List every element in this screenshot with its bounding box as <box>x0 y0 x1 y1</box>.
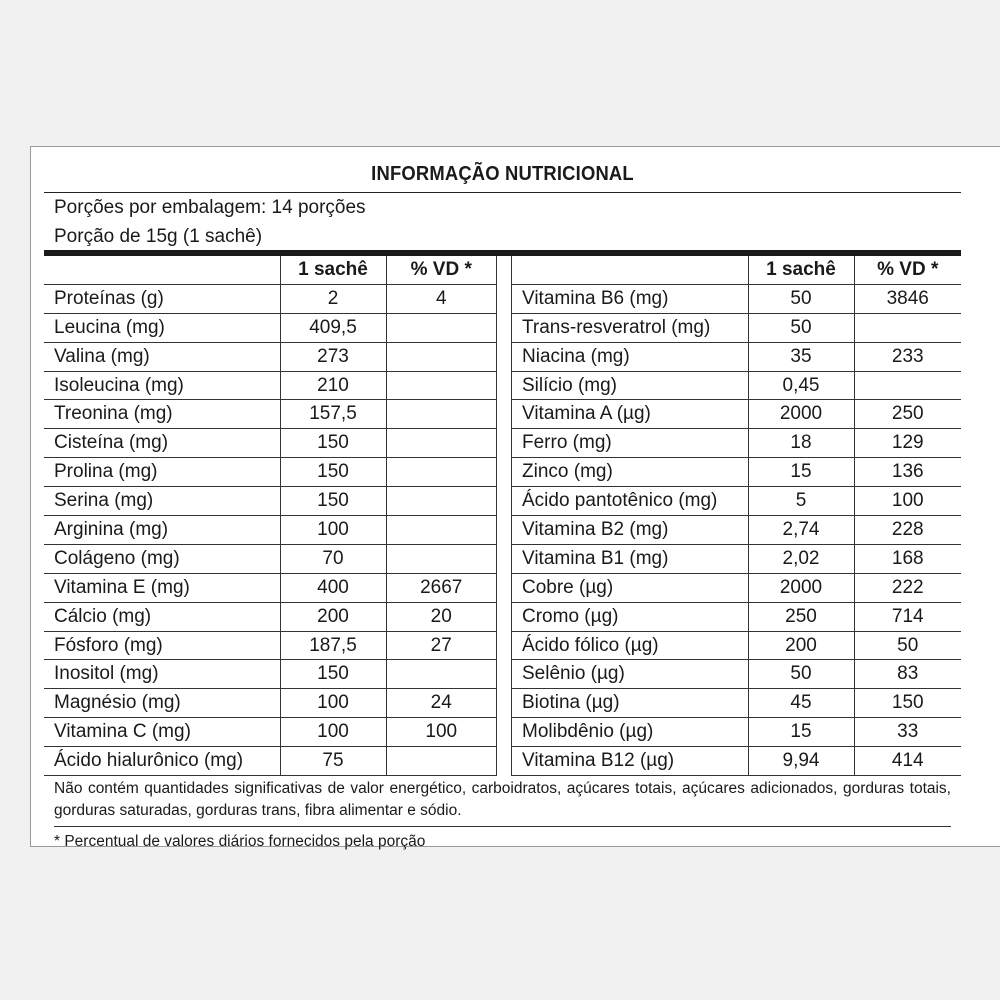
nutrient-dv: 100 <box>854 487 961 516</box>
nutrient-amount: 100 <box>280 718 386 747</box>
nutrient-name: Inositol (mg) <box>44 660 280 689</box>
nutrient-dv: 33 <box>854 718 961 747</box>
nutrient-name: Ácido hialurônico (mg) <box>44 747 280 776</box>
header-dv: % VD * <box>854 256 961 284</box>
table-row <box>512 371 961 400</box>
nutrient-amount: 100 <box>280 516 386 545</box>
nutrient-dv: 3846 <box>854 284 961 313</box>
table-row <box>44 284 496 313</box>
nutrient-dv: 20 <box>386 602 496 631</box>
table-column-gap <box>496 256 512 776</box>
nutrient-name: Leucina (mg) <box>44 313 280 342</box>
nutrient-name: Arginina (mg) <box>44 516 280 545</box>
nutrient-tables <box>44 256 961 776</box>
nutrient-amount: 150 <box>280 429 386 458</box>
nutrient-amount: 5 <box>748 487 854 516</box>
table-row <box>44 747 496 776</box>
nutrient-dv: 24 <box>386 689 496 718</box>
table-row <box>512 342 961 371</box>
nutrient-name: Trans-resveratrol (mg) <box>512 313 748 342</box>
header-amount: 1 sachê <box>280 256 386 284</box>
nutrient-dv: 714 <box>854 602 961 631</box>
nutrient-amount: 200 <box>280 602 386 631</box>
table-row <box>512 284 961 313</box>
nutrient-name: Prolina (mg) <box>44 458 280 487</box>
nutrient-name: Serina (mg) <box>44 487 280 516</box>
nutrient-amount: 210 <box>280 371 386 400</box>
table-row <box>44 458 496 487</box>
table-row <box>512 689 961 718</box>
nutrient-name: Cálcio (mg) <box>44 602 280 631</box>
nutrient-dv <box>386 516 496 545</box>
nutrient-amount: 15 <box>748 718 854 747</box>
nutrient-amount: 273 <box>280 342 386 371</box>
nutrient-dv: 150 <box>854 689 961 718</box>
table-row <box>44 400 496 429</box>
nutrient-amount: 50 <box>748 284 854 313</box>
table-row <box>512 660 961 689</box>
nutrient-amount: 409,5 <box>280 313 386 342</box>
table-row <box>512 747 961 776</box>
nutrient-amount: 250 <box>748 602 854 631</box>
nutrient-name: Ácido fólico (µg) <box>512 631 748 660</box>
nutrient-name: Molibdênio (µg) <box>512 718 748 747</box>
footnotes <box>44 776 961 853</box>
nutrient-amount: 200 <box>748 631 854 660</box>
table-row <box>512 458 961 487</box>
table-row <box>512 573 961 602</box>
table-row <box>44 429 496 458</box>
nutrition-facts-panel <box>44 152 961 853</box>
nutrient-dv <box>386 400 496 429</box>
table-row <box>44 487 496 516</box>
nutrient-dv: 50 <box>854 631 961 660</box>
nutrient-dv: 100 <box>386 718 496 747</box>
nutrient-dv <box>386 660 496 689</box>
insignificant-note: Não contém quantidades significativas de valor energético, carboidratos, açúcares totais, açúcares adicionados, gorduras totais, gorduras saturadas, gorduras trans, fibra alimentar e sódio. <box>54 778 951 827</box>
table-row <box>512 516 961 545</box>
table-row <box>44 371 496 400</box>
nutrient-dv <box>386 458 496 487</box>
table-row <box>44 544 496 573</box>
table-header-row <box>44 256 496 284</box>
table-row <box>512 544 961 573</box>
nutrient-dv: 129 <box>854 429 961 458</box>
nutrient-amount: 150 <box>280 458 386 487</box>
nutrient-dv: 136 <box>854 458 961 487</box>
nutrient-amount: 9,94 <box>748 747 854 776</box>
nutrient-amount: 2,02 <box>748 544 854 573</box>
nutrient-name: Treonina (mg) <box>44 400 280 429</box>
servings-per-package: Porções por embalagem: 14 porções <box>54 197 366 218</box>
label-title: INFORMAÇÃO NUTRICIONAL <box>371 163 634 185</box>
nutrient-amount: 187,5 <box>280 631 386 660</box>
nutrient-dv: 414 <box>854 747 961 776</box>
nutrient-dv <box>854 313 961 342</box>
nutrient-amount: 150 <box>280 660 386 689</box>
table-row <box>44 631 496 660</box>
nutrient-name: Cobre (µg) <box>512 573 748 602</box>
table-row <box>44 516 496 545</box>
nutrient-name: Colágeno (mg) <box>44 544 280 573</box>
nutrient-amount: 2000 <box>748 573 854 602</box>
nutrient-name: Zinco (mg) <box>512 458 748 487</box>
nutrient-amount: 50 <box>748 313 854 342</box>
table-row <box>44 313 496 342</box>
header-amount: 1 sachê <box>748 256 854 284</box>
table-row <box>512 313 961 342</box>
nutrient-amount: 0,45 <box>748 371 854 400</box>
nutrient-name: Niacina (mg) <box>512 342 748 371</box>
daily-value-note: * Percentual de valores diários fornecidos pela porção <box>54 833 426 851</box>
nutrient-name: Magnésio (mg) <box>44 689 280 718</box>
table-row <box>44 660 496 689</box>
nutrient-dv <box>386 747 496 776</box>
header-dv: % VD * <box>386 256 496 284</box>
table-row <box>44 573 496 602</box>
nutrient-amount: 50 <box>748 660 854 689</box>
nutrient-name: Vitamina E (mg) <box>44 573 280 602</box>
table-row <box>512 602 961 631</box>
nutrient-name: Fósforo (mg) <box>44 631 280 660</box>
nutrient-amount: 2,74 <box>748 516 854 545</box>
nutrient-name: Vitamina C (mg) <box>44 718 280 747</box>
nutrient-name: Ácido pantotênico (mg) <box>512 487 748 516</box>
nutrient-name: Vitamina B6 (mg) <box>512 284 748 313</box>
nutrient-dv <box>386 487 496 516</box>
nutrient-amount: 157,5 <box>280 400 386 429</box>
nutrient-amount: 2000 <box>748 400 854 429</box>
nutrient-dv <box>386 544 496 573</box>
nutrient-name: Valina (mg) <box>44 342 280 371</box>
table-row <box>44 602 496 631</box>
table-row <box>44 718 496 747</box>
table-row <box>44 689 496 718</box>
nutrient-amount: 35 <box>748 342 854 371</box>
table-row <box>512 429 961 458</box>
nutrient-dv: 250 <box>854 400 961 429</box>
nutrient-dv: 2667 <box>386 573 496 602</box>
nutrient-amount: 400 <box>280 573 386 602</box>
nutrient-amount: 150 <box>280 487 386 516</box>
nutrient-dv: 233 <box>854 342 961 371</box>
nutrient-dv: 228 <box>854 516 961 545</box>
nutrient-table-right <box>512 256 961 776</box>
nutrient-dv: 222 <box>854 573 961 602</box>
nutrient-name: Silício (mg) <box>512 371 748 400</box>
nutrient-dv <box>854 371 961 400</box>
nutrient-amount: 15 <box>748 458 854 487</box>
table-row <box>512 718 961 747</box>
table-row <box>44 342 496 371</box>
nutrient-amount: 18 <box>748 429 854 458</box>
table-row <box>512 400 961 429</box>
header-name <box>44 256 280 284</box>
nutrient-table-left <box>44 256 496 776</box>
nutrient-name: Selênio (µg) <box>512 660 748 689</box>
nutrient-dv: 83 <box>854 660 961 689</box>
table-row <box>512 631 961 660</box>
table-row <box>512 487 961 516</box>
nutrient-dv <box>386 342 496 371</box>
nutrient-name: Cisteína (mg) <box>44 429 280 458</box>
nutrient-dv <box>386 371 496 400</box>
serving-size: Porção de 15g (1 sachê) <box>54 226 263 247</box>
nutrient-dv: 4 <box>386 284 496 313</box>
nutrient-dv: 27 <box>386 631 496 660</box>
nutrient-name: Vitamina B12 (µg) <box>512 747 748 776</box>
nutrient-name: Biotina (µg) <box>512 689 748 718</box>
nutrient-amount: 2 <box>280 284 386 313</box>
nutrient-amount: 100 <box>280 689 386 718</box>
header-name <box>512 256 748 284</box>
nutrient-name: Ferro (mg) <box>512 429 748 458</box>
nutrient-name: Proteínas (g) <box>44 284 280 313</box>
nutrient-name: Vitamina B2 (mg) <box>512 516 748 545</box>
nutrient-amount: 75 <box>280 747 386 776</box>
nutrient-name: Vitamina A (µg) <box>512 400 748 429</box>
nutrient-amount: 70 <box>280 544 386 573</box>
nutrient-dv: 168 <box>854 544 961 573</box>
nutrient-dv <box>386 313 496 342</box>
nutrient-amount: 45 <box>748 689 854 718</box>
nutrient-name: Cromo (µg) <box>512 602 748 631</box>
nutrient-name: Vitamina B1 (mg) <box>512 544 748 573</box>
nutrient-dv <box>386 429 496 458</box>
nutrient-name: Isoleucina (mg) <box>44 371 280 400</box>
table-header-row <box>512 256 961 284</box>
